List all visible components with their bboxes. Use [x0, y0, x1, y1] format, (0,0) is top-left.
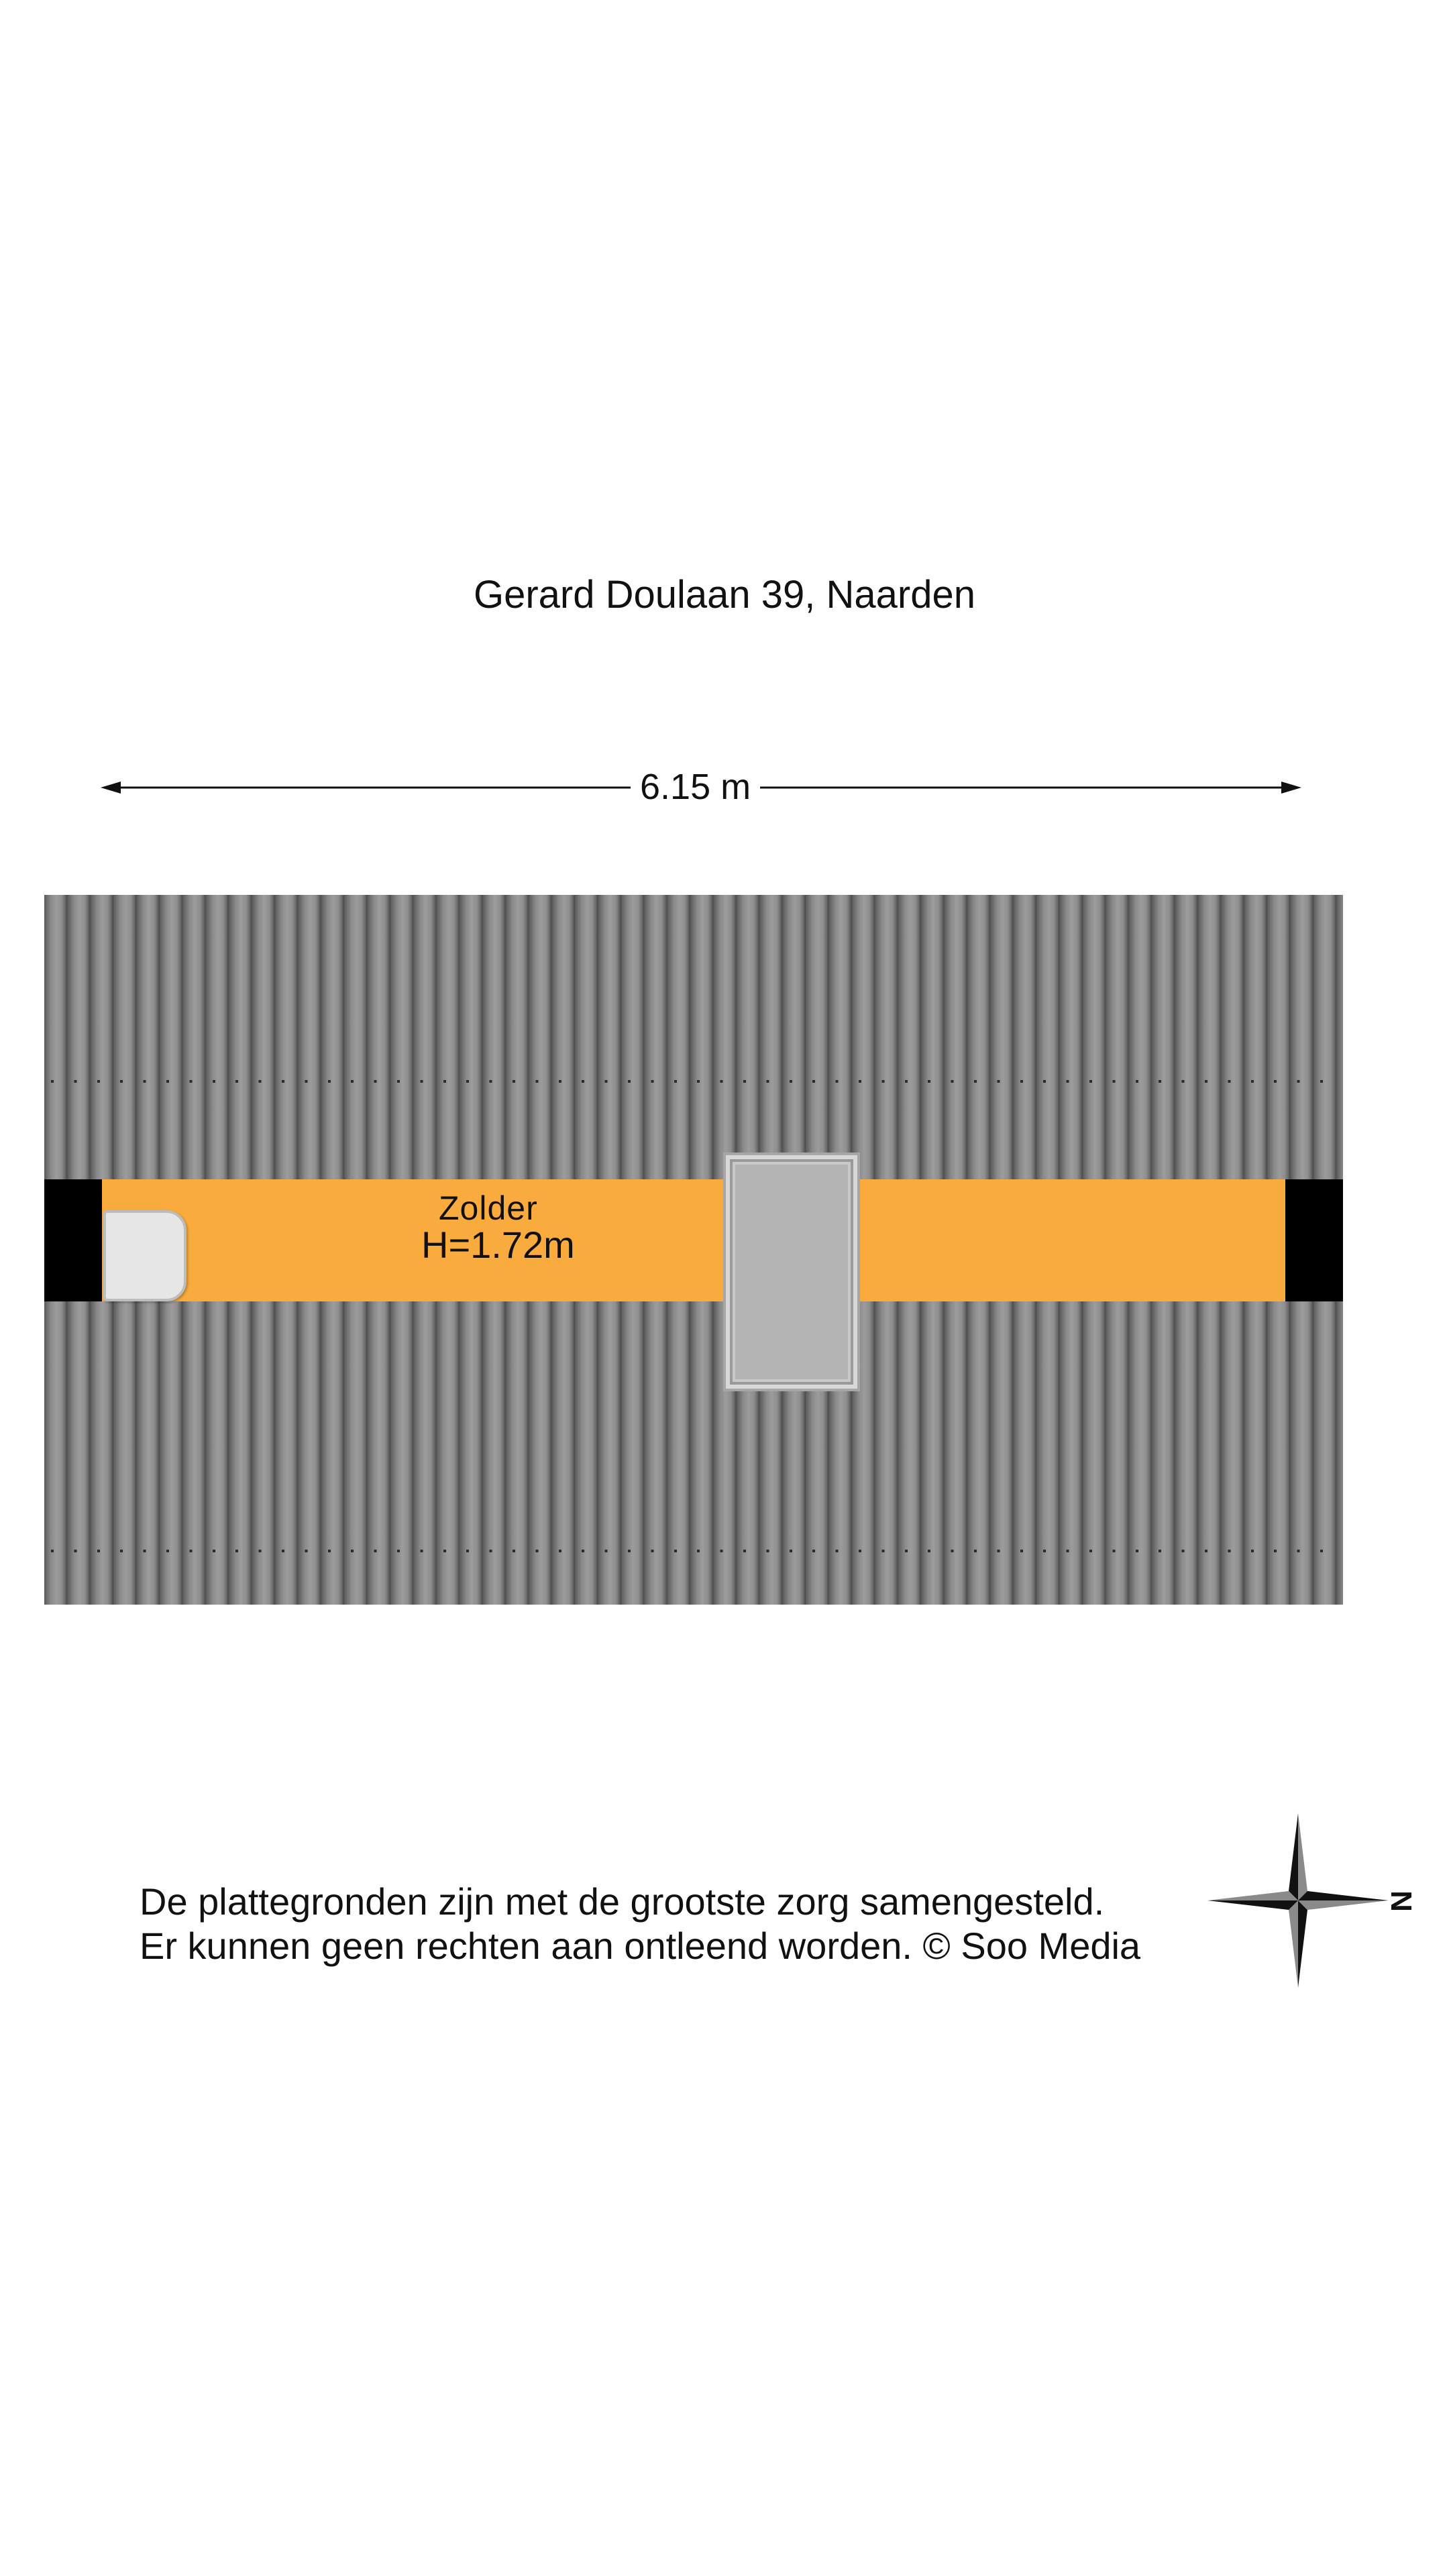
- roof-batten-line: [44, 1080, 1343, 1083]
- end-wall-left: [44, 1179, 102, 1301]
- address-title: Gerard Doulaan 39, Naarden: [473, 573, 976, 616]
- skylight-icon: [723, 1152, 860, 1391]
- roof-batten-line: [44, 1550, 1343, 1552]
- compass-north-label: N: [1384, 1890, 1417, 1912]
- arrow-right-icon: [1281, 782, 1301, 794]
- skylight-pane: [735, 1165, 848, 1379]
- room-name-label: Zolder: [439, 1189, 538, 1227]
- room-zolder: [44, 1179, 1343, 1301]
- disclaimer: [140, 1880, 1140, 1968]
- width-dimension-label: 6.15 m: [631, 769, 760, 805]
- end-wall-right: [1285, 1179, 1343, 1301]
- arrow-left-icon: [101, 782, 121, 794]
- hatch-icon: [103, 1210, 186, 1301]
- disclaimer-line-2: Er kunnen geen rechten aan ontleend worden. © Soo Media: [140, 1924, 1141, 1967]
- room-height-label: H=1.72m: [421, 1224, 575, 1266]
- compass-rose-icon: [1208, 1810, 1389, 1994]
- disclaimer-line-1: De plattegronden zijn met de grootste zorg samengesteld.: [140, 1880, 1105, 1923]
